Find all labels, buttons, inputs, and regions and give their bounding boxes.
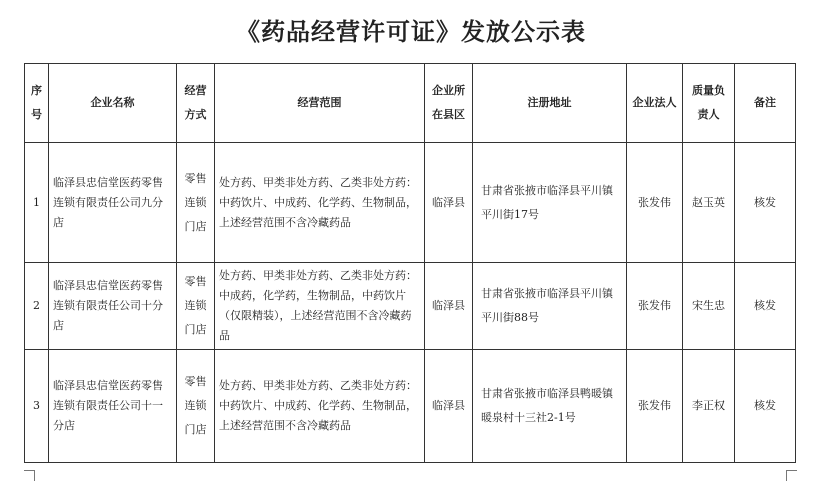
header-scope: 经营范围 (215, 64, 425, 143)
header-seq: 序号 (25, 64, 49, 143)
table-header-row (25, 64, 796, 143)
cell-seq: 1 (25, 143, 49, 263)
cell-legal: 张发伟 (627, 263, 683, 350)
cell-seq: 3 (25, 350, 49, 463)
header-legal: 企业法人 (627, 64, 683, 143)
cell-mode: 零售连锁门店 (177, 143, 215, 263)
table-row (25, 263, 796, 350)
cell-mode: 零售连锁门店 (177, 263, 215, 350)
cell-seq: 2 (25, 263, 49, 350)
cell-county: 临泽县 (425, 350, 473, 463)
cell-county: 临泽县 (425, 263, 473, 350)
cell-quality: 赵玉英 (683, 143, 735, 263)
cell-note: 核发 (735, 263, 796, 350)
cell-note: 核发 (735, 350, 796, 463)
license-table (24, 63, 796, 463)
header-address: 注册地址 (473, 64, 627, 143)
table-row (25, 350, 796, 463)
cell-company: 临泽县忠信堂医药零售连锁有限责任公司九分店 (49, 143, 177, 263)
cell-address: 甘肃省张掖市临泽县鸭暖镇暖泉村十三社2-1号 (473, 350, 627, 463)
page-corner-mark-right (786, 470, 797, 481)
table-row (25, 143, 796, 263)
cell-quality: 李正权 (683, 350, 735, 463)
page-title: 《药品经营许可证》发放公示表 (236, 17, 586, 46)
cell-legal: 张发伟 (627, 350, 683, 463)
header-company: 企业名称 (49, 64, 177, 143)
header-county: 企业所在县区 (425, 64, 473, 143)
cell-address: 甘肃省张掖市临泽县平川镇平川街88号 (473, 263, 627, 350)
header-quality: 质量负责人 (683, 64, 735, 143)
cell-scope: 处方药、甲类非处方药、乙类非处方药：中成药，化学药，生物制品，中药饮片（仅限精装），上述经营范围不含冷藏药品 (215, 263, 425, 350)
cell-legal: 张发伟 (627, 143, 683, 263)
cell-county: 临泽县 (425, 143, 473, 263)
cell-address: 甘肃省张掖市临泽县平川镇平川街17号 (473, 143, 627, 263)
cell-quality: 宋生忠 (683, 263, 735, 350)
cell-company: 临泽县忠信堂医药零售连锁有限责任公司十分店 (49, 263, 177, 350)
header-note: 备注 (735, 64, 796, 143)
page-corner-mark-left (24, 470, 35, 481)
cell-mode: 零售连锁门店 (177, 350, 215, 463)
cell-note: 核发 (735, 143, 796, 263)
cell-company: 临泽县忠信堂医药零售连锁有限责任公司十一分店 (49, 350, 177, 463)
header-mode: 经营方式 (177, 64, 215, 143)
cell-scope: 处方药、甲类非处方药、乙类非处方药：中药饮片、中成药、化学药、生物制品，上述经营范围不含冷藏药品 (215, 350, 425, 463)
cell-scope: 处方药、甲类非处方药、乙类非处方药：中药饮片、中成药、化学药、生物制品，上述经营范围不含冷藏药品 (215, 143, 425, 263)
